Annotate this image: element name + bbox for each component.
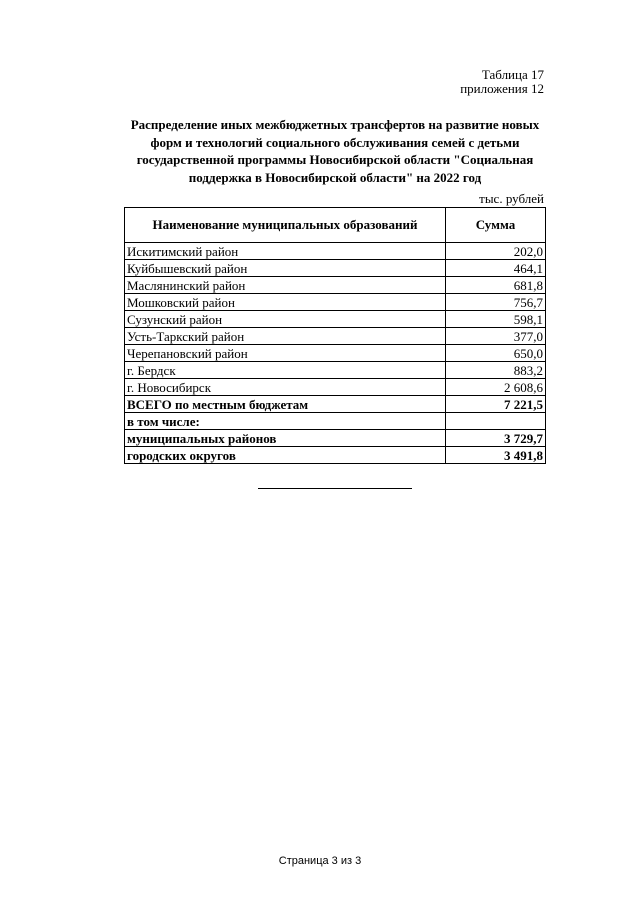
row-name: Мошковский район	[125, 294, 446, 311]
row-amount: 202,0	[446, 243, 546, 260]
appendix-number: приложения 12	[460, 81, 544, 96]
table-row	[125, 362, 546, 379]
row-amount: 650,0	[446, 345, 546, 362]
table-row	[125, 311, 546, 328]
row-amount	[446, 413, 546, 430]
row-name: Сузунский район	[125, 311, 446, 328]
row-amount: 2 608,6	[446, 379, 546, 396]
end-divider	[258, 488, 412, 489]
table-row	[125, 396, 546, 413]
row-name: Искитимский район	[125, 243, 446, 260]
row-amount: 598,1	[446, 311, 546, 328]
row-name: ВСЕГО по местным бюджетам	[125, 396, 446, 413]
row-amount: 756,7	[446, 294, 546, 311]
table-row	[125, 260, 546, 277]
row-name: Маслянинский район	[125, 277, 446, 294]
column-header-name: Наименование муниципальных образований	[125, 208, 446, 243]
row-amount: 7 221,5	[446, 396, 546, 413]
row-amount: 3 491,8	[446, 447, 546, 464]
table-row	[125, 379, 546, 396]
transfers-table	[124, 207, 546, 464]
table-row	[125, 294, 546, 311]
table-row	[125, 328, 546, 345]
row-amount: 883,2	[446, 362, 546, 379]
table-row	[125, 430, 546, 447]
row-name: в том числе:	[125, 413, 446, 430]
units-label: тыс. рублей	[479, 191, 544, 206]
row-name: городских округов	[125, 447, 446, 464]
document-title: Распределение иных межбюджетных трансфертов на развитие новых форм и технологий социального обслуживания семей с детьми государственной программы Новосибирской области "Социальная поддержка в Новосибирской области" на 2022 год	[130, 117, 540, 185]
page-footer: Страница 3 из 3	[278, 855, 362, 867]
table-row	[125, 277, 546, 294]
table-number: Таблица 17	[481, 67, 544, 82]
row-amount: 3 729,7	[446, 430, 546, 447]
table-row	[125, 447, 546, 464]
table-row	[125, 243, 546, 260]
row-amount: 377,0	[446, 328, 546, 345]
row-amount: 464,1	[446, 260, 546, 277]
table-reference	[460, 68, 544, 96]
row-name: Усть-Таркский район	[125, 328, 446, 345]
row-name: г. Новосибирск	[125, 379, 446, 396]
table-row	[125, 413, 546, 430]
table-header-row	[125, 208, 546, 243]
row-name: Черепановский район	[125, 345, 446, 362]
row-amount: 681,8	[446, 277, 546, 294]
column-header-amount: Сумма	[446, 208, 546, 243]
table-body	[125, 243, 546, 464]
row-name: г. Бердск	[125, 362, 446, 379]
row-name: Куйбышевский район	[125, 260, 446, 277]
row-name: муниципальных районов	[125, 430, 446, 447]
table-row	[125, 345, 546, 362]
